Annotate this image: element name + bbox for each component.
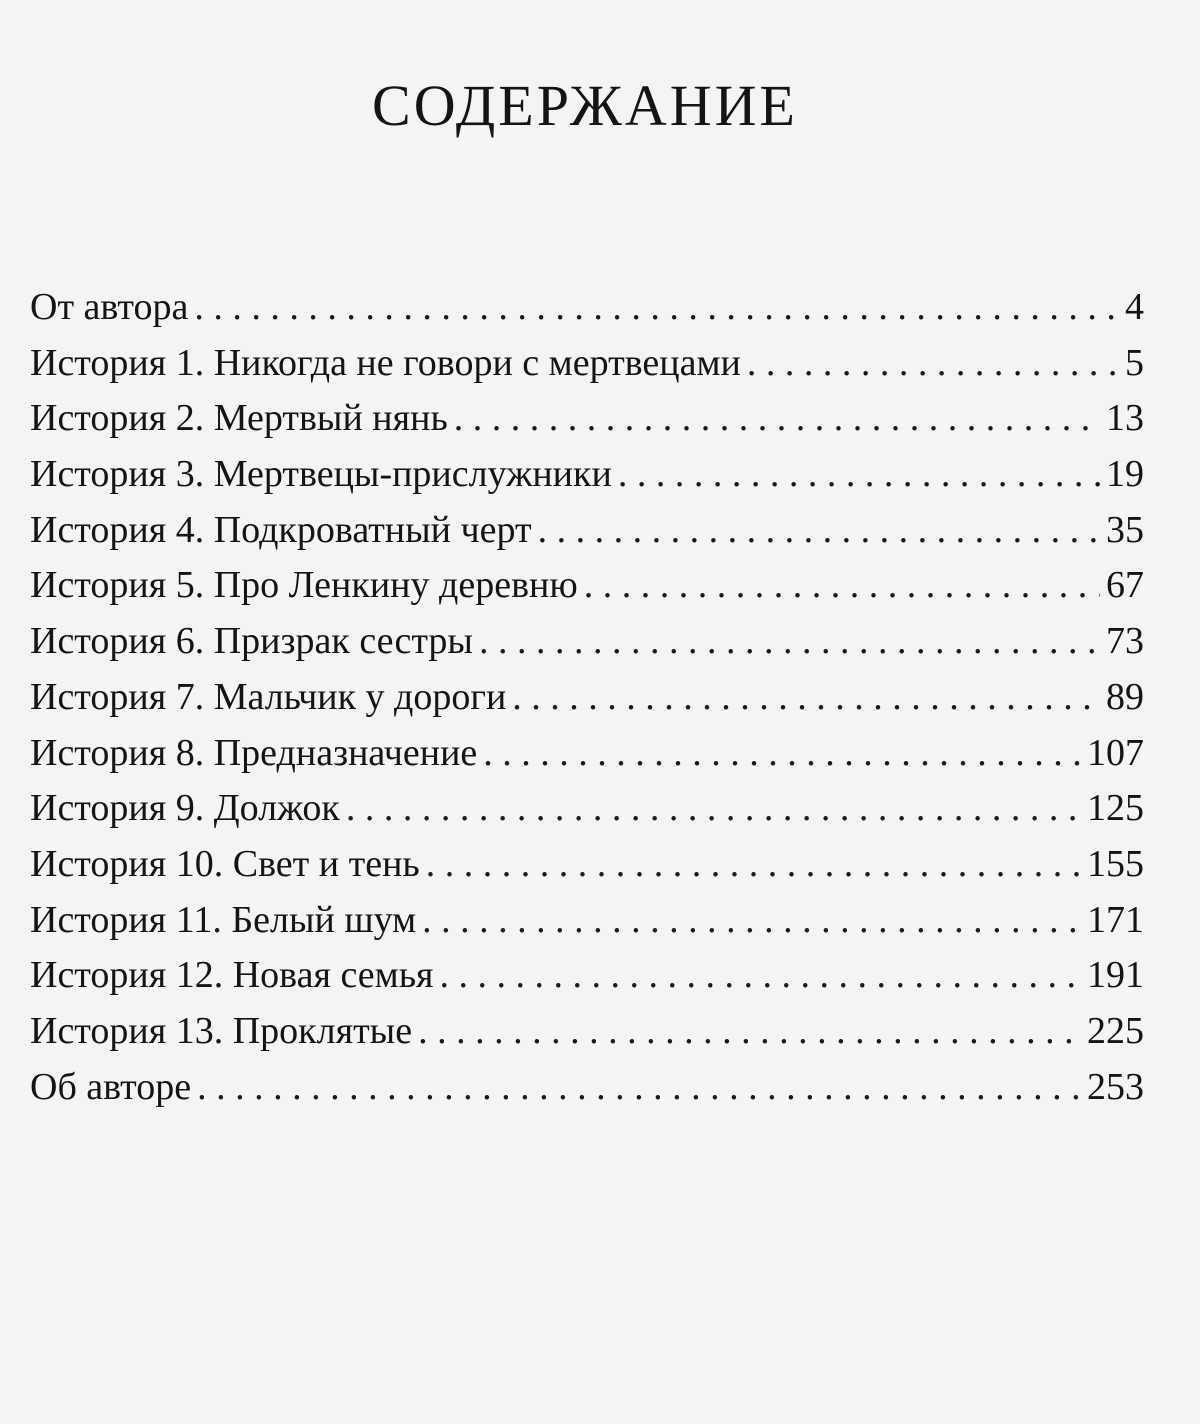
dot-leader bbox=[418, 1004, 1081, 1060]
toc-entry-title: История 1. Никогда не говори с мертвецами bbox=[30, 341, 741, 384]
toc-entry-story-11 bbox=[30, 893, 1144, 949]
toc-entry-story-9 bbox=[30, 781, 1144, 837]
toc-entry-page-number: 191 bbox=[1087, 954, 1144, 997]
toc-entry-title: История 5. Про Ленкину деревню bbox=[30, 564, 578, 607]
toc-entry-page-number: 5 bbox=[1125, 341, 1144, 384]
toc-entry-page-number: 35 bbox=[1106, 508, 1144, 551]
toc-entry-story-1 bbox=[30, 336, 1144, 392]
toc-entry-page-number: 107 bbox=[1087, 731, 1144, 774]
toc-entry-page-number: 171 bbox=[1087, 898, 1144, 941]
toc-entry-title: Об авторе bbox=[30, 1065, 192, 1108]
toc-entry-title: История 13. Проклятые bbox=[30, 1009, 413, 1052]
dot-leader bbox=[747, 336, 1119, 392]
dot-leader bbox=[194, 280, 1119, 336]
dot-leader bbox=[512, 670, 1100, 726]
toc-entry-page-number: 19 bbox=[1106, 453, 1144, 496]
toc-entry-story-3 bbox=[30, 447, 1144, 503]
toc-entry-title: История 3. Мертвецы-прислужники bbox=[30, 453, 612, 496]
toc-entry-title: История 2. Мертвый нянь bbox=[30, 397, 448, 440]
dot-leader bbox=[197, 1060, 1081, 1116]
dot-leader bbox=[426, 837, 1081, 893]
toc-entry-story-13 bbox=[30, 1004, 1144, 1060]
toc-entry-story-2 bbox=[30, 391, 1144, 447]
toc-entry-page-number: 253 bbox=[1087, 1065, 1144, 1108]
dot-leader bbox=[454, 391, 1100, 447]
toc-entry-title: История 10. Свет и тень bbox=[30, 842, 420, 885]
toc-entry-page-number: 155 bbox=[1087, 842, 1144, 885]
toc-entry-page-number: 73 bbox=[1106, 620, 1144, 663]
toc-entry-page-number: 67 bbox=[1106, 564, 1144, 607]
dot-leader bbox=[479, 614, 1100, 670]
toc-entry-title: История 11. Белый шум bbox=[30, 898, 417, 941]
dot-leader bbox=[538, 503, 1100, 559]
dot-leader bbox=[440, 948, 1081, 1004]
toc-entry-story-4 bbox=[30, 503, 1144, 559]
toc-entry-page-number: 89 bbox=[1106, 675, 1144, 718]
toc-entry-story-6 bbox=[30, 614, 1144, 670]
toc-entry-title: История 4. Подкроватный черт bbox=[30, 508, 532, 551]
toc-entry-story-10 bbox=[30, 837, 1144, 893]
toc-entry-story-12 bbox=[30, 948, 1144, 1004]
toc-entry-page-number: 4 bbox=[1125, 286, 1144, 328]
toc-entry-title: История 6. Призрак сестры bbox=[30, 620, 473, 663]
toc-entry-author-preface bbox=[30, 280, 1144, 336]
toc-entry-story-8 bbox=[30, 726, 1144, 782]
toc-entry-story-7 bbox=[30, 670, 1144, 726]
dot-leader bbox=[584, 558, 1100, 614]
dot-leader bbox=[618, 447, 1100, 503]
table-of-contents bbox=[30, 280, 1144, 1115]
toc-entry-page-number: 13 bbox=[1106, 397, 1144, 440]
toc-entry-story-5 bbox=[30, 558, 1144, 614]
dot-leader bbox=[422, 893, 1081, 949]
toc-entry-title: История 9. Должок bbox=[30, 787, 340, 830]
toc-entry-about-author bbox=[30, 1060, 1144, 1116]
toc-entry-page-number: 125 bbox=[1087, 787, 1144, 830]
toc-entry-page-number: 225 bbox=[1087, 1009, 1144, 1052]
contents-heading: СОДЕРЖАНИЕ bbox=[372, 73, 798, 138]
dot-leader bbox=[483, 726, 1081, 782]
dot-leader bbox=[346, 781, 1081, 837]
toc-entry-title: История 12. Новая семья bbox=[30, 954, 434, 997]
toc-entry-title: От автора bbox=[30, 286, 189, 328]
toc-entry-title: История 7. Мальчик у дороги bbox=[30, 675, 507, 718]
toc-entry-title: История 8. Предназначение bbox=[30, 731, 478, 774]
